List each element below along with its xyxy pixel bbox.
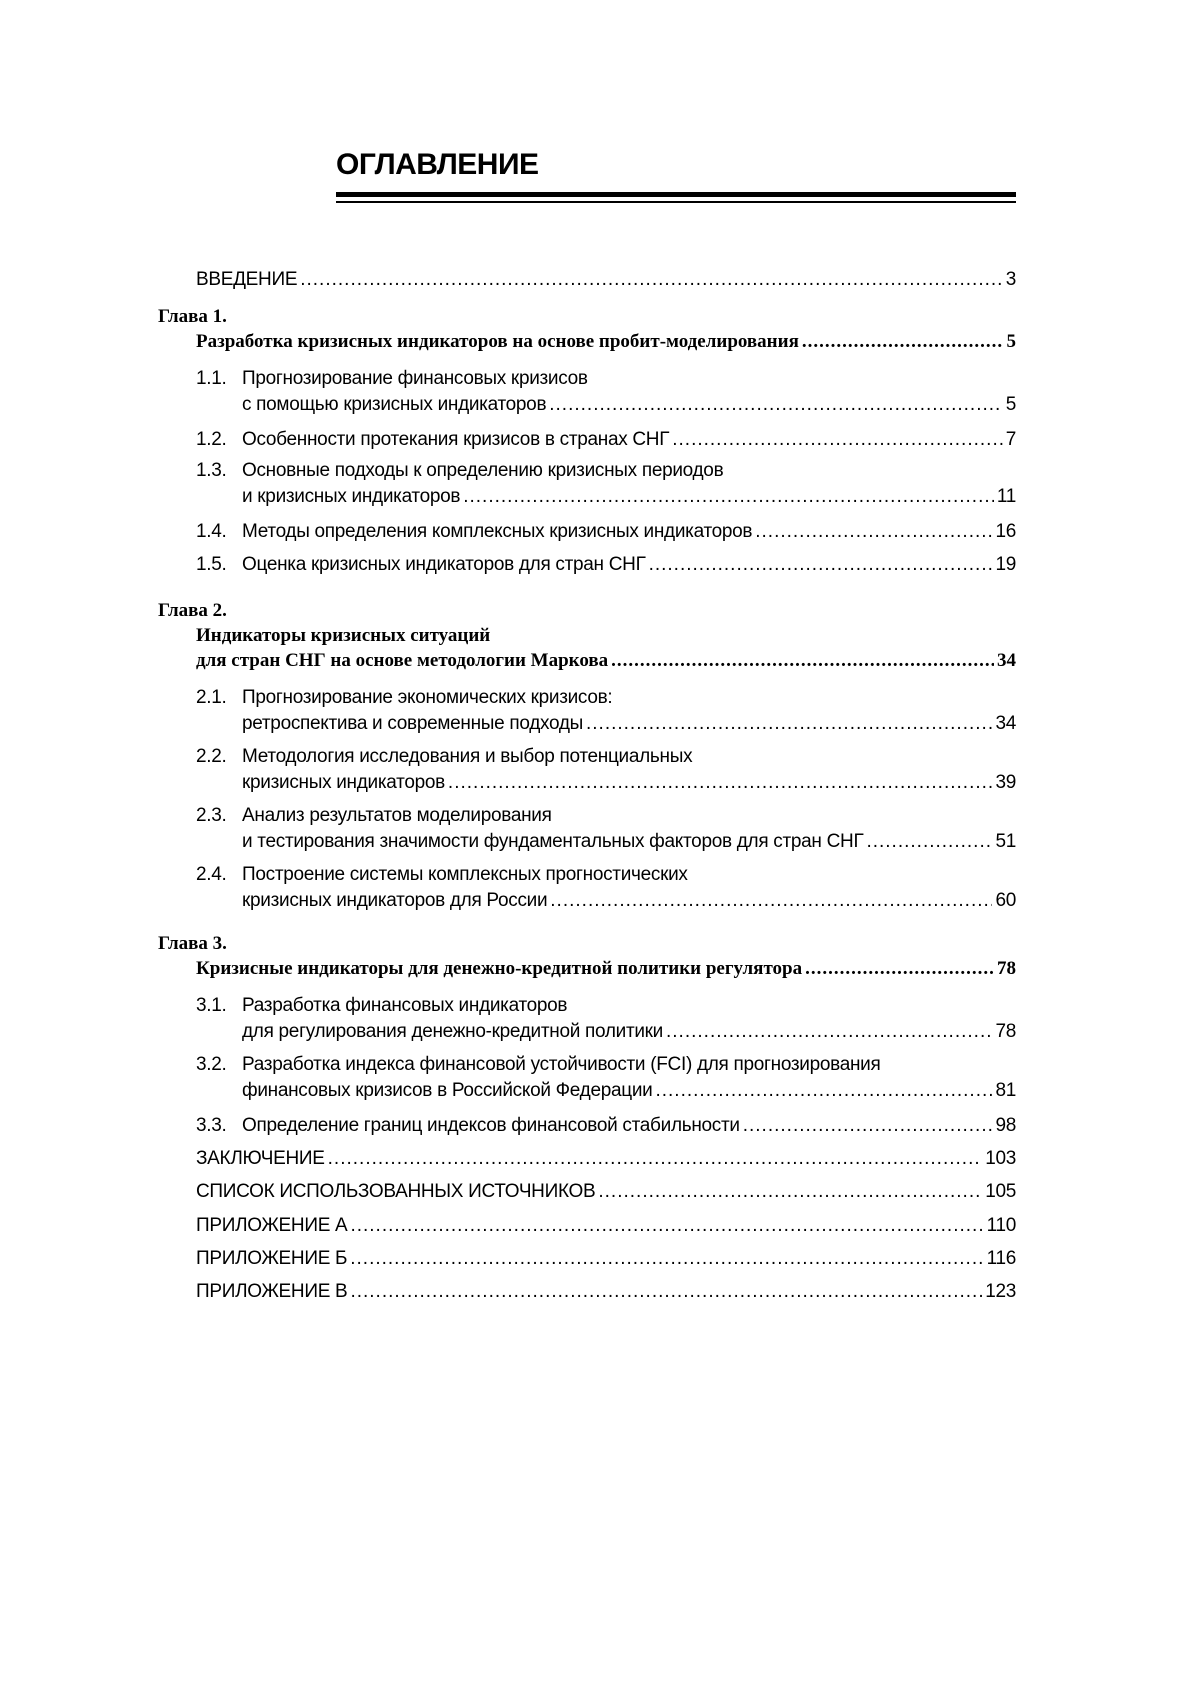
chapter-3-heading[interactable]	[158, 931, 1016, 981]
leader-dots	[586, 711, 992, 737]
section-title: Методы определения комплексных кризисных индикаторов	[242, 521, 753, 542]
leader-dots	[655, 1078, 992, 1104]
chapter-page-number: 78	[997, 958, 1016, 979]
leader-dots	[350, 1213, 983, 1239]
section-title-line2: ретроспектива и современные подходы	[242, 713, 583, 734]
toc-page-number: 3	[1005, 269, 1016, 290]
section-page-number: 7	[1005, 429, 1016, 450]
section-page-number: 11	[996, 486, 1016, 507]
section-title-line1: Разработка финансовых индикаторов	[242, 995, 568, 1016]
toc-entry-title: ПРИЛОЖЕНИЕ А	[196, 1215, 348, 1236]
page-title: ОГЛАВЛЕНИЕ	[336, 148, 539, 181]
toc-entry-intro[interactable]	[196, 267, 1016, 293]
section-number: 1.3.	[196, 460, 227, 481]
chapter-page-number: 5	[1006, 331, 1016, 352]
chapter-label: Глава 2.	[158, 600, 227, 621]
section-title-line2: и тестирования значимости фундаментальных факторов для стран СНГ	[242, 831, 864, 852]
section-number: 2.2.	[196, 746, 227, 767]
toc-page-number: 105	[985, 1181, 1016, 1202]
chapter-label: Глава 1.	[158, 306, 227, 327]
chapter-title-line2: для стран СНГ на основе методологии Маркова	[196, 650, 609, 671]
section-number: 3.2.	[196, 1054, 227, 1075]
section-title: Определение границ индексов финансовой стабильности	[242, 1115, 740, 1136]
toc-entry-title: ВВЕДЕНИЕ	[196, 269, 298, 290]
chapter-page-number: 34	[997, 650, 1016, 671]
title-rule-thick	[336, 192, 1016, 197]
toc-entry-1-4[interactable]	[196, 519, 1016, 545]
toc-entry-appendix-a[interactable]	[196, 1213, 1016, 1239]
section-title-line1: Анализ результатов моделирования	[242, 805, 552, 826]
chapter-1-heading[interactable]	[158, 304, 1016, 354]
leader-dots	[300, 267, 1003, 293]
leader-dots	[666, 1019, 992, 1045]
section-number: 1.4.	[196, 521, 227, 542]
leader-dots	[866, 829, 992, 855]
leader-dots	[649, 552, 993, 578]
section-title-line2: для регулирования денежно-кредитной политики	[242, 1021, 663, 1042]
toc-entry-title: СПИСОК ИСПОЛЬЗОВАННЫХ ИСТОЧНИКОВ	[196, 1181, 596, 1202]
title-rule-thin	[336, 201, 1016, 203]
section-page-number: 34	[995, 713, 1016, 734]
section-page-number: 51	[995, 831, 1016, 852]
section-page-number: 81	[995, 1080, 1016, 1101]
section-title-line1: Прогнозирование экономических кризисов:	[242, 687, 613, 708]
toc-entry-1-2[interactable]	[196, 427, 1016, 453]
section-number: 1.5.	[196, 554, 227, 575]
leader-dots	[549, 392, 1002, 418]
toc-entry-title: ПРИЛОЖЕНИЕ Б	[196, 1248, 348, 1269]
toc-page-number: 103	[985, 1148, 1016, 1169]
section-title-line2: кризисных индикаторов для России	[242, 890, 548, 911]
section-title-line2: финансовых кризисов в Российской Федерации	[242, 1080, 653, 1101]
section-page-number: 19	[995, 554, 1016, 575]
leader-dots	[805, 956, 994, 981]
leader-dots	[755, 519, 992, 545]
section-title-line1: Прогнозирование финансовых кризисов	[242, 368, 588, 389]
section-title-line2: кризисных индикаторов	[242, 772, 445, 793]
toc-entry-title: ЗАКЛЮЧЕНИЕ	[196, 1148, 325, 1169]
toc-entry-appendix-v[interactable]	[196, 1279, 1016, 1305]
toc-entry-2-2[interactable]	[196, 744, 1016, 796]
toc-entry-appendix-b[interactable]	[196, 1246, 1016, 1272]
leader-dots	[350, 1279, 982, 1305]
section-title: Оценка кризисных индикаторов для стран СНГ	[242, 554, 646, 575]
section-page-number: 5	[1005, 394, 1016, 415]
leader-dots	[463, 484, 994, 510]
section-page-number: 16	[995, 521, 1016, 542]
leader-dots	[743, 1113, 993, 1139]
section-title-line1: Разработка индекса финансовой устойчивости (FCI) для прогнозирования	[242, 1054, 881, 1075]
toc-entry-2-3[interactable]	[196, 803, 1016, 855]
leader-dots	[350, 1246, 983, 1272]
toc-entry-1-5[interactable]	[196, 552, 1016, 578]
section-page-number: 39	[995, 772, 1016, 793]
section-title: Особенности протекания кризисов в странах СНГ	[242, 429, 670, 450]
section-title-line1: Методология исследования и выбор потенциальных	[242, 746, 693, 767]
chapter-title: Кризисные индикаторы для денежно-кредитной политики регулятора	[196, 958, 803, 979]
section-number: 1.2.	[196, 429, 227, 450]
toc-entry-3-3[interactable]	[196, 1113, 1016, 1139]
toc-entry-3-1[interactable]	[196, 993, 1016, 1045]
section-number: 3.1.	[196, 995, 227, 1016]
section-title-line2: и кризисных индикаторов	[242, 486, 461, 507]
section-number: 1.1.	[196, 368, 227, 389]
leader-dots	[550, 888, 992, 914]
leader-dots	[611, 648, 994, 673]
leader-dots	[802, 329, 1003, 354]
section-page-number: 78	[995, 1021, 1016, 1042]
section-number: 3.3.	[196, 1115, 227, 1136]
leader-dots	[328, 1146, 983, 1172]
chapter-label: Глава 3.	[158, 933, 227, 954]
toc-entry-references[interactable]	[196, 1179, 1016, 1205]
toc-entry-2-1[interactable]	[196, 685, 1016, 737]
section-number: 2.4.	[196, 864, 227, 885]
section-number: 2.1.	[196, 687, 227, 708]
section-number: 2.3.	[196, 805, 227, 826]
leader-dots	[448, 770, 993, 796]
section-title-line1: Построение системы комплексных прогностических	[242, 864, 688, 885]
toc-entry-title: ПРИЛОЖЕНИЕ В	[196, 1281, 348, 1302]
toc-entry-1-3[interactable]	[196, 458, 1016, 510]
toc-page-number: 116	[986, 1248, 1016, 1269]
chapter-2-heading[interactable]	[158, 598, 1016, 673]
chapter-title-line1: Индикаторы кризисных ситуаций	[196, 625, 491, 646]
toc-page-number: 123	[985, 1281, 1016, 1302]
toc-entry-3-2[interactable]	[196, 1052, 1016, 1104]
leader-dots	[598, 1179, 982, 1205]
toc-entry-1-1[interactable]	[196, 366, 1016, 418]
section-title-line1: Основные подходы к определению кризисных периодов	[242, 460, 724, 481]
toc-entry-conclusion[interactable]	[196, 1146, 1016, 1172]
chapter-title: Разработка кризисных индикаторов на основе пробит-моделирования	[196, 331, 799, 352]
toc-page-number: 110	[986, 1215, 1016, 1236]
section-title-line2: с помощью кризисных индикаторов	[242, 394, 547, 415]
section-page-number: 98	[995, 1115, 1016, 1136]
leader-dots	[672, 427, 1002, 453]
section-page-number: 60	[995, 890, 1016, 911]
toc-entry-2-4[interactable]	[196, 862, 1016, 914]
